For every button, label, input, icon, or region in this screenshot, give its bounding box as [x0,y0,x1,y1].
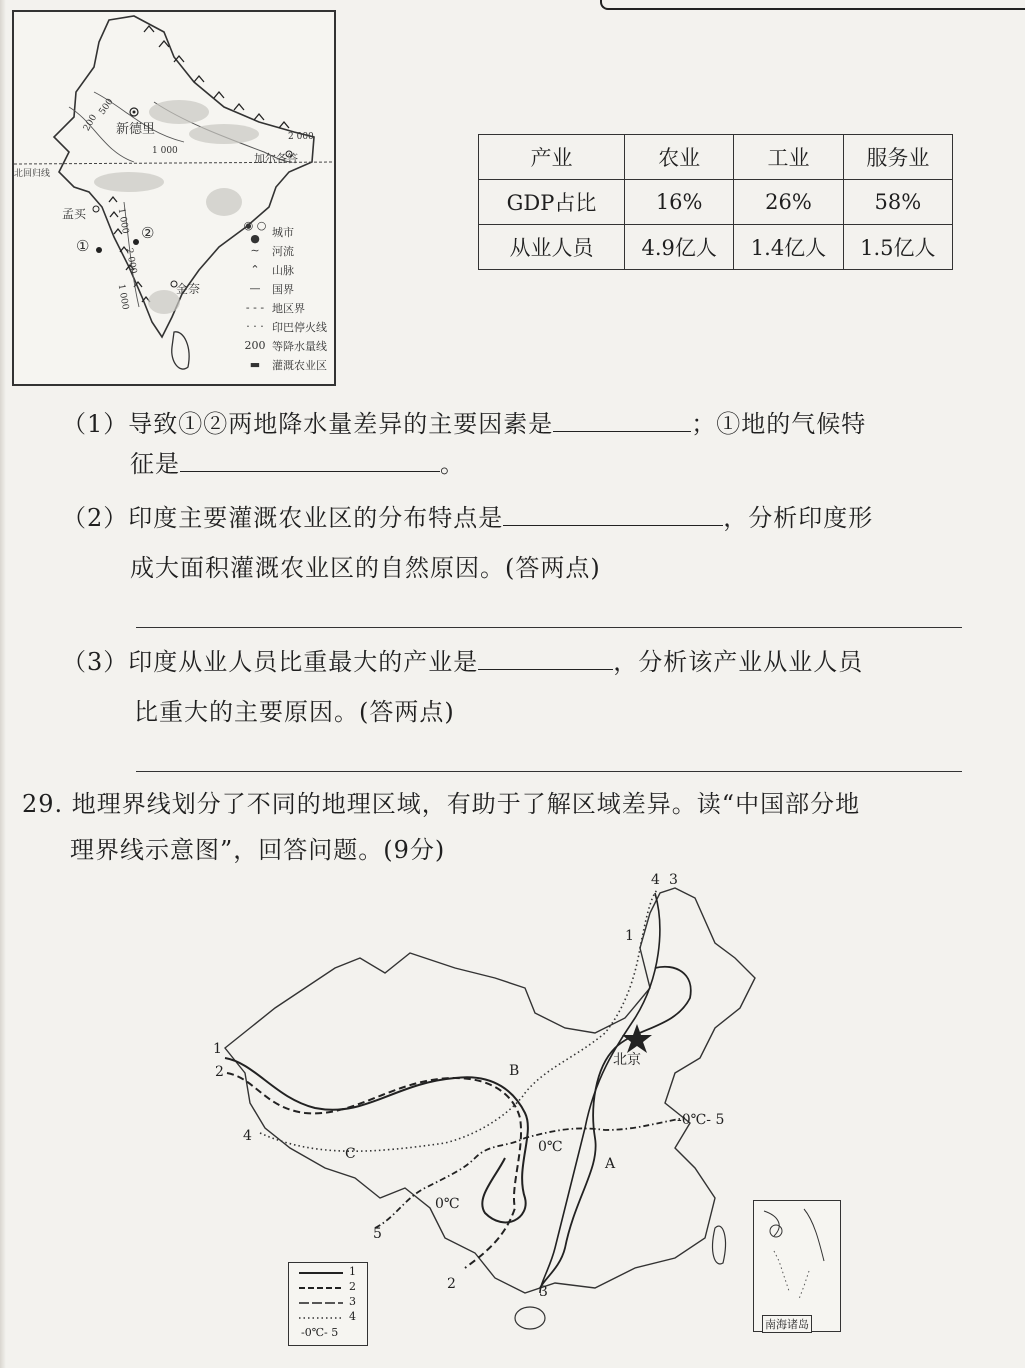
question-2-line-2: 成大面积灌溉农业区的自然原因。(答两点) [130,554,601,582]
chennai-label: 金奈 [176,282,201,296]
kolkata-label: 加尔各答 [254,152,298,165]
legend-isohyet: 200 等降水量线 [244,339,327,353]
question-1-line-1 [62,402,866,446]
question-3-text-b: ，分析该产业从业人员 [613,648,864,676]
irrigated-area-west [94,172,164,192]
isohyet-2000-label: 2 000 [288,132,314,142]
question-3-number: （3） [62,648,129,676]
legend-river: ∼ 河流 [250,244,294,258]
isohyet-1000b-label: 1 000 [115,207,131,235]
line-end-label-1: 1 [213,1041,222,1057]
question-3-line-1 [62,640,863,684]
region-label-a: A [605,1156,616,1172]
question-1-end: 。 [440,450,465,478]
question-1-answer-blank-1[interactable] [553,403,691,432]
question-2-number: （2） [62,504,129,532]
page-edge-shadow [0,0,6,1368]
table-header-cell: 工业 [734,135,843,180]
line-end-label-2-south: 2 [447,1276,456,1292]
table-cell: 1.5亿人 [843,225,952,270]
table-header-cell: 农业 [625,135,734,180]
legend-ceasefire: · · · 印巴停火线 [246,320,327,334]
table-cell: GDP占比 [479,180,625,225]
question-1-text-a: 导致①②两地降水量差异的主要因素是 [128,410,554,438]
legend-irrigation: ▬ 灌溉农业区 [249,358,327,372]
boundary-line-4 [260,890,657,1151]
table-cell: 16% [625,180,734,225]
isotherm-label-2: 0℃ [435,1196,460,1212]
isohyet-200-label: 200 [81,113,100,133]
inset-dotted-boundary [774,1251,809,1299]
question-1-text-c: 征是 [130,450,180,478]
newdelhi-label: 新德里 [116,122,156,137]
question-1-line-2 [130,442,465,486]
question-1-answer-blank-2[interactable] [180,443,440,472]
sri-lanka-outline [172,332,189,369]
legend-city: ◉ ○ ● 城市 [243,218,294,245]
line-end-label-2: 2 [215,1064,224,1080]
south-china-sea-inset [753,1200,841,1332]
legend-label-5: -0℃- 5 [301,1326,339,1339]
question-3-line-2: 比重大的主要原因。(答两点) [134,698,455,726]
question-3-answer-blank-1[interactable] [478,641,613,670]
table-row [479,135,953,180]
isohyet-500-label: 500 [97,97,116,117]
region-label-c: C [345,1146,356,1162]
newdelhi-dot [133,111,136,114]
boundary-line-5 [375,1118,685,1228]
table-row [479,180,953,225]
line-end-label-5-east: -0℃- 5 [677,1112,725,1128]
marker1-label: ① [76,237,90,255]
table-header-cell: 服务业 [843,135,952,180]
isohyet-1000c-label: 1 000 [115,283,131,311]
industry-table [478,134,953,270]
table-cell: 58% [843,180,952,225]
legend-mountain: ⌃ 山脉 [250,263,294,277]
legend-label-3: 3 [349,1295,356,1308]
isohyet-2000b-label: 2 000 [123,247,139,275]
question-29-line-2: 理界线示意图”，回答问题。(9分) [70,836,446,864]
irrigated-area-north [149,100,209,124]
boundary-line-1 [225,1058,528,1222]
boundary-line-1-east [540,967,691,1288]
isotherm-label-1: 0℃ [538,1139,563,1155]
india-map [12,10,336,386]
table-header-cell: 产业 [479,135,625,180]
inset-island [770,1225,782,1237]
taiwan-outline [713,1226,726,1264]
inset-coastline [764,1209,824,1261]
table-cell: 1.4亿人 [734,225,843,270]
line-end-label-5: 5 [373,1226,382,1242]
beijing-star-icon [622,1024,652,1053]
china-map-legend [288,1262,368,1346]
china-outline [225,888,755,1293]
question-2-line-1 [62,496,873,540]
region-label-b: B [509,1063,520,1079]
isohyet-1000-label: 1 000 [152,146,178,156]
marker2-dot [133,239,139,245]
question-29-line-1: 29. 地理界线划分了不同的地理区域，有助于了解区域差异。读“中国部分地 [22,790,861,818]
inset-drawing [754,1201,840,1313]
india-map-legend [242,218,327,374]
table-cell: 从业人员 [479,225,625,270]
irrigated-area-ganges [189,124,259,144]
question-2-answer-line[interactable] [136,626,962,628]
table-cell: 26% [734,180,843,225]
question-2-text-b: ，分析印度形 [723,504,874,532]
marker1-dot [96,247,102,253]
legend-label-2: 2 [349,1280,356,1293]
line-end-label-1-north: 1 [625,928,634,944]
legend-label-1: 1 [349,1265,356,1278]
legend-border: — 国界 [249,282,294,296]
question-3-text-a: 印度从业人员比重最大的产业是 [128,648,479,676]
beijing-label: 北京 [613,1052,641,1068]
inset-label: 南海诸岛 [762,1315,812,1333]
mumbai-label: 孟买 [62,207,87,221]
irrigated-area-east [206,188,242,216]
top-border-decoration [600,0,1025,10]
legend-region-border: - - - 地区界 [245,301,305,315]
question-2-answer-blank-1[interactable] [503,497,723,526]
table-cell: 4.9亿人 [625,225,734,270]
line-end-label-4-north: 4 [651,872,660,888]
table-row [479,225,953,270]
legend-label-4: 4 [349,1310,356,1323]
hainan-outline [515,1307,545,1329]
question-3-answer-line[interactable] [136,770,962,772]
question-1-text-b: ；①地的气候特 [691,410,867,438]
mumbai-symbol [93,206,99,212]
line-end-label-3-south: 3 [539,1284,548,1300]
question-2-text-a: 印度主要灌溉农业区的分布特点是 [128,504,504,532]
tropic-label: 北回归线 [14,169,51,179]
question-1-number: （1） [62,410,129,438]
line-end-label-3-north: 3 [669,872,678,888]
marker2-label: ② [141,224,155,242]
line-end-label-4: 4 [243,1128,252,1144]
